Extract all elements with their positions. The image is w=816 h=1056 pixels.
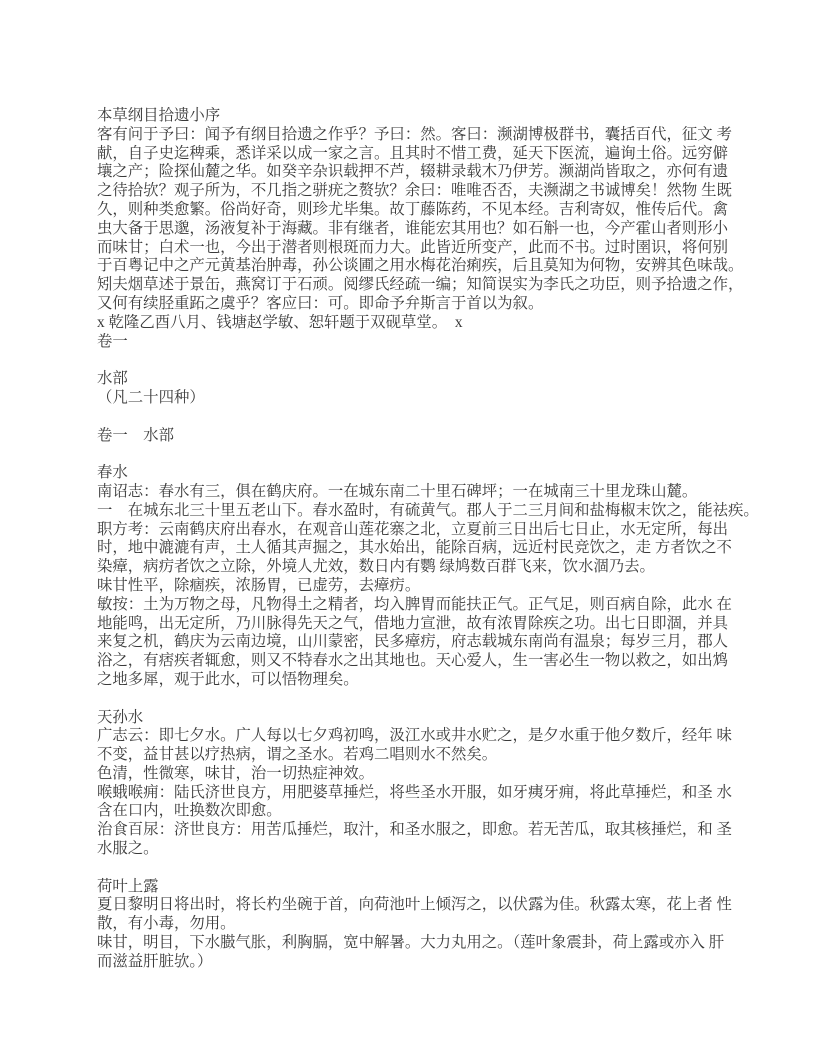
text-line: 南诏志：春水有三，俱在鹤庆府。一在城东南二十里石碑坪；一在城南三十里龙珠山麓。 [97,482,698,500]
text-line: 职方考：云南鹤庆府出春水，在观音山莲花寨之北，立夏前三日出后七日止，水无定所，每出 [97,520,729,538]
text-line: 荷叶上露 [97,877,159,895]
text-line: 而滋益肝脏欤。） [97,952,213,970]
text-line: 喉蛾喉痈：陆氏济世良方，用肥婆草捶烂，将些圣水开服，如牙痍牙痈，将此草捶烂，和圣 水 [97,783,732,801]
text-line: 卷一 水部 [97,426,174,444]
text-line: 客有问于予曰：闻予有纲目拾遗之作乎？予曰：然。客曰：濒湖博极群书，囊括百代，征文 考 [97,125,732,143]
text-line: 本草纲目拾遗小序 [97,107,221,124]
volume-heading [97,333,787,352]
text-line: 之待拾欤？观子所为，不几指之骈疣之赘欤？余曰：唯唯否否，夫濒湖之书诚博矣！然物 生既 [97,182,732,200]
text-line: 浴之，有痞疾者辄愈，则又不特春水之出其地也。天心爱人，生一害必生一物以救之，如出鸩 [97,652,729,670]
document-content [97,107,787,972]
text-line: 治食百尿：济世良方：用苦瓜捶烂，取汁，和圣水服之，即愈。若无苦瓜，取其核捶烂，和 圣 [97,821,732,839]
water-part-heading [97,370,787,408]
text-line: 又何有续胫重跖之虞乎？客应曰：可。即命予弁斯言于首以为叙。 [97,294,544,312]
text-line: 一 在城东北三十里五老山下。春水盈时，有硫黄气。郡人于二三月间和盐梅椒末饮之，能祛疾。 [97,501,759,519]
text-line: 味甘，明目，下水臌气胀，利胸膈，宽中解暑。大力丸用之。（莲叶象震卦，荷上露或亦入 肝 [97,934,725,952]
text-line: 敏按：土为万物之母，凡物得土之精者，均入脾胃而能扶正气。正气足，则百病自除，此水 在 [97,595,732,613]
text-line: 水部 [97,370,128,388]
text-line: 于百粤记中之产元黄基治肿毒，孙公谈圃之用水梅花治痢疾，后且莫知为何物，安辨其色味哉。 [97,257,744,275]
text-line: 矧夫烟草述于景缶，燕窝订于石顽。阅缪氏经疏一编；知简误实为李氏之功臣，则予拾遗之作， [97,276,744,294]
text-line: 色清，性微寒，味甘，治一切热症神效。 [97,764,375,782]
text-line: 时，地中漉漉有声，土人循其声掘之，其水始出，能除百病，远近村民竞饮之，走 方者饮之不 [97,539,732,557]
text-line: 地能鸣，出无定所，乃川脉得先天之气，借地力宣泄，故有浓胃除疾之功。出七日即涸，并具 [97,614,729,632]
text-line: （凡二十四种） [97,388,205,406]
text-line: 染瘴，病疠者饮之立除，外境人尤效，数日内有鹦 绿鸠数百群飞来，饮水涸乃去。 [97,558,655,576]
text-line: 献，自子史迄稗乘，悉详采以成一家之言。且其时不惜工费，延天下医流，遍询土俗。远穷僻 [97,144,729,162]
text-line: 散，有小毒，勿用。 [97,915,236,933]
text-line: 而味甘；白术一也，今出于潜者则根斑而力大。此皆近所变产，此而不书。过时圉识，将何别 [97,238,729,256]
text-line: 壤之产；险探仙麓之华。如癸辛杂识载押不芦，辍耕录载木乃伊芳。濒湖尚皆取之，亦何有遗 [97,163,729,181]
text-line: 虫大备于思邈，汤液复补于海藏。非有继者，谁能宏其用也？如石斛一也，今产霍山者则形小 [97,219,729,237]
entry-spring-water [97,464,787,690]
entry-lotus-leaf-dew [97,878,787,972]
text-line: 久，则种类愈繁。俗尚好奇，则珍尤毕集。故丁藤陈药，不见本经。吉利寄奴，惟传后代。禽 [97,200,729,218]
preface [97,107,787,333]
text-line: 含在口内，吐换数次即愈。 [97,802,282,820]
text-line: 春水 [97,464,128,482]
text-line: 之地多犀，观于此水，可以悟物理矣。 [97,670,359,688]
text-line: 来复之机，鹤庆为云南边境，山川蒙密，民多瘴疠，府志载城东南尚有温泉；每岁三月，郡人 [97,633,729,651]
entry-tiansun-water [97,709,787,859]
text-line: 卷一 [97,332,128,350]
text-line: 广志云：即七夕水。广人每以七夕鸡初鸣，汲江水或井水贮之，是夕水重于他夕数斤，经年 味 [97,727,732,745]
text-line: 不变，益甘甚以疗热病，谓之圣水。若鸡二唱则水不然矣。 [97,746,498,764]
text-line: 水服之。 [97,840,159,858]
text-line: 夏日黎明日将出时，将长杓坐碗于首，向荷池叶上倾泻之，以伏露为佳。秋露太寒，花上者 性 [97,896,732,914]
running-heading [97,427,787,446]
text-line: 天孙水 [97,708,144,726]
text-line: x 乾隆乙酉八月、钱塘赵学敏、恕轩题于双砚草堂。 x [97,313,463,331]
text-line: 味甘性平，除痼疾，浓肠胃，已虚劳，去瘴疠。 [97,576,421,594]
